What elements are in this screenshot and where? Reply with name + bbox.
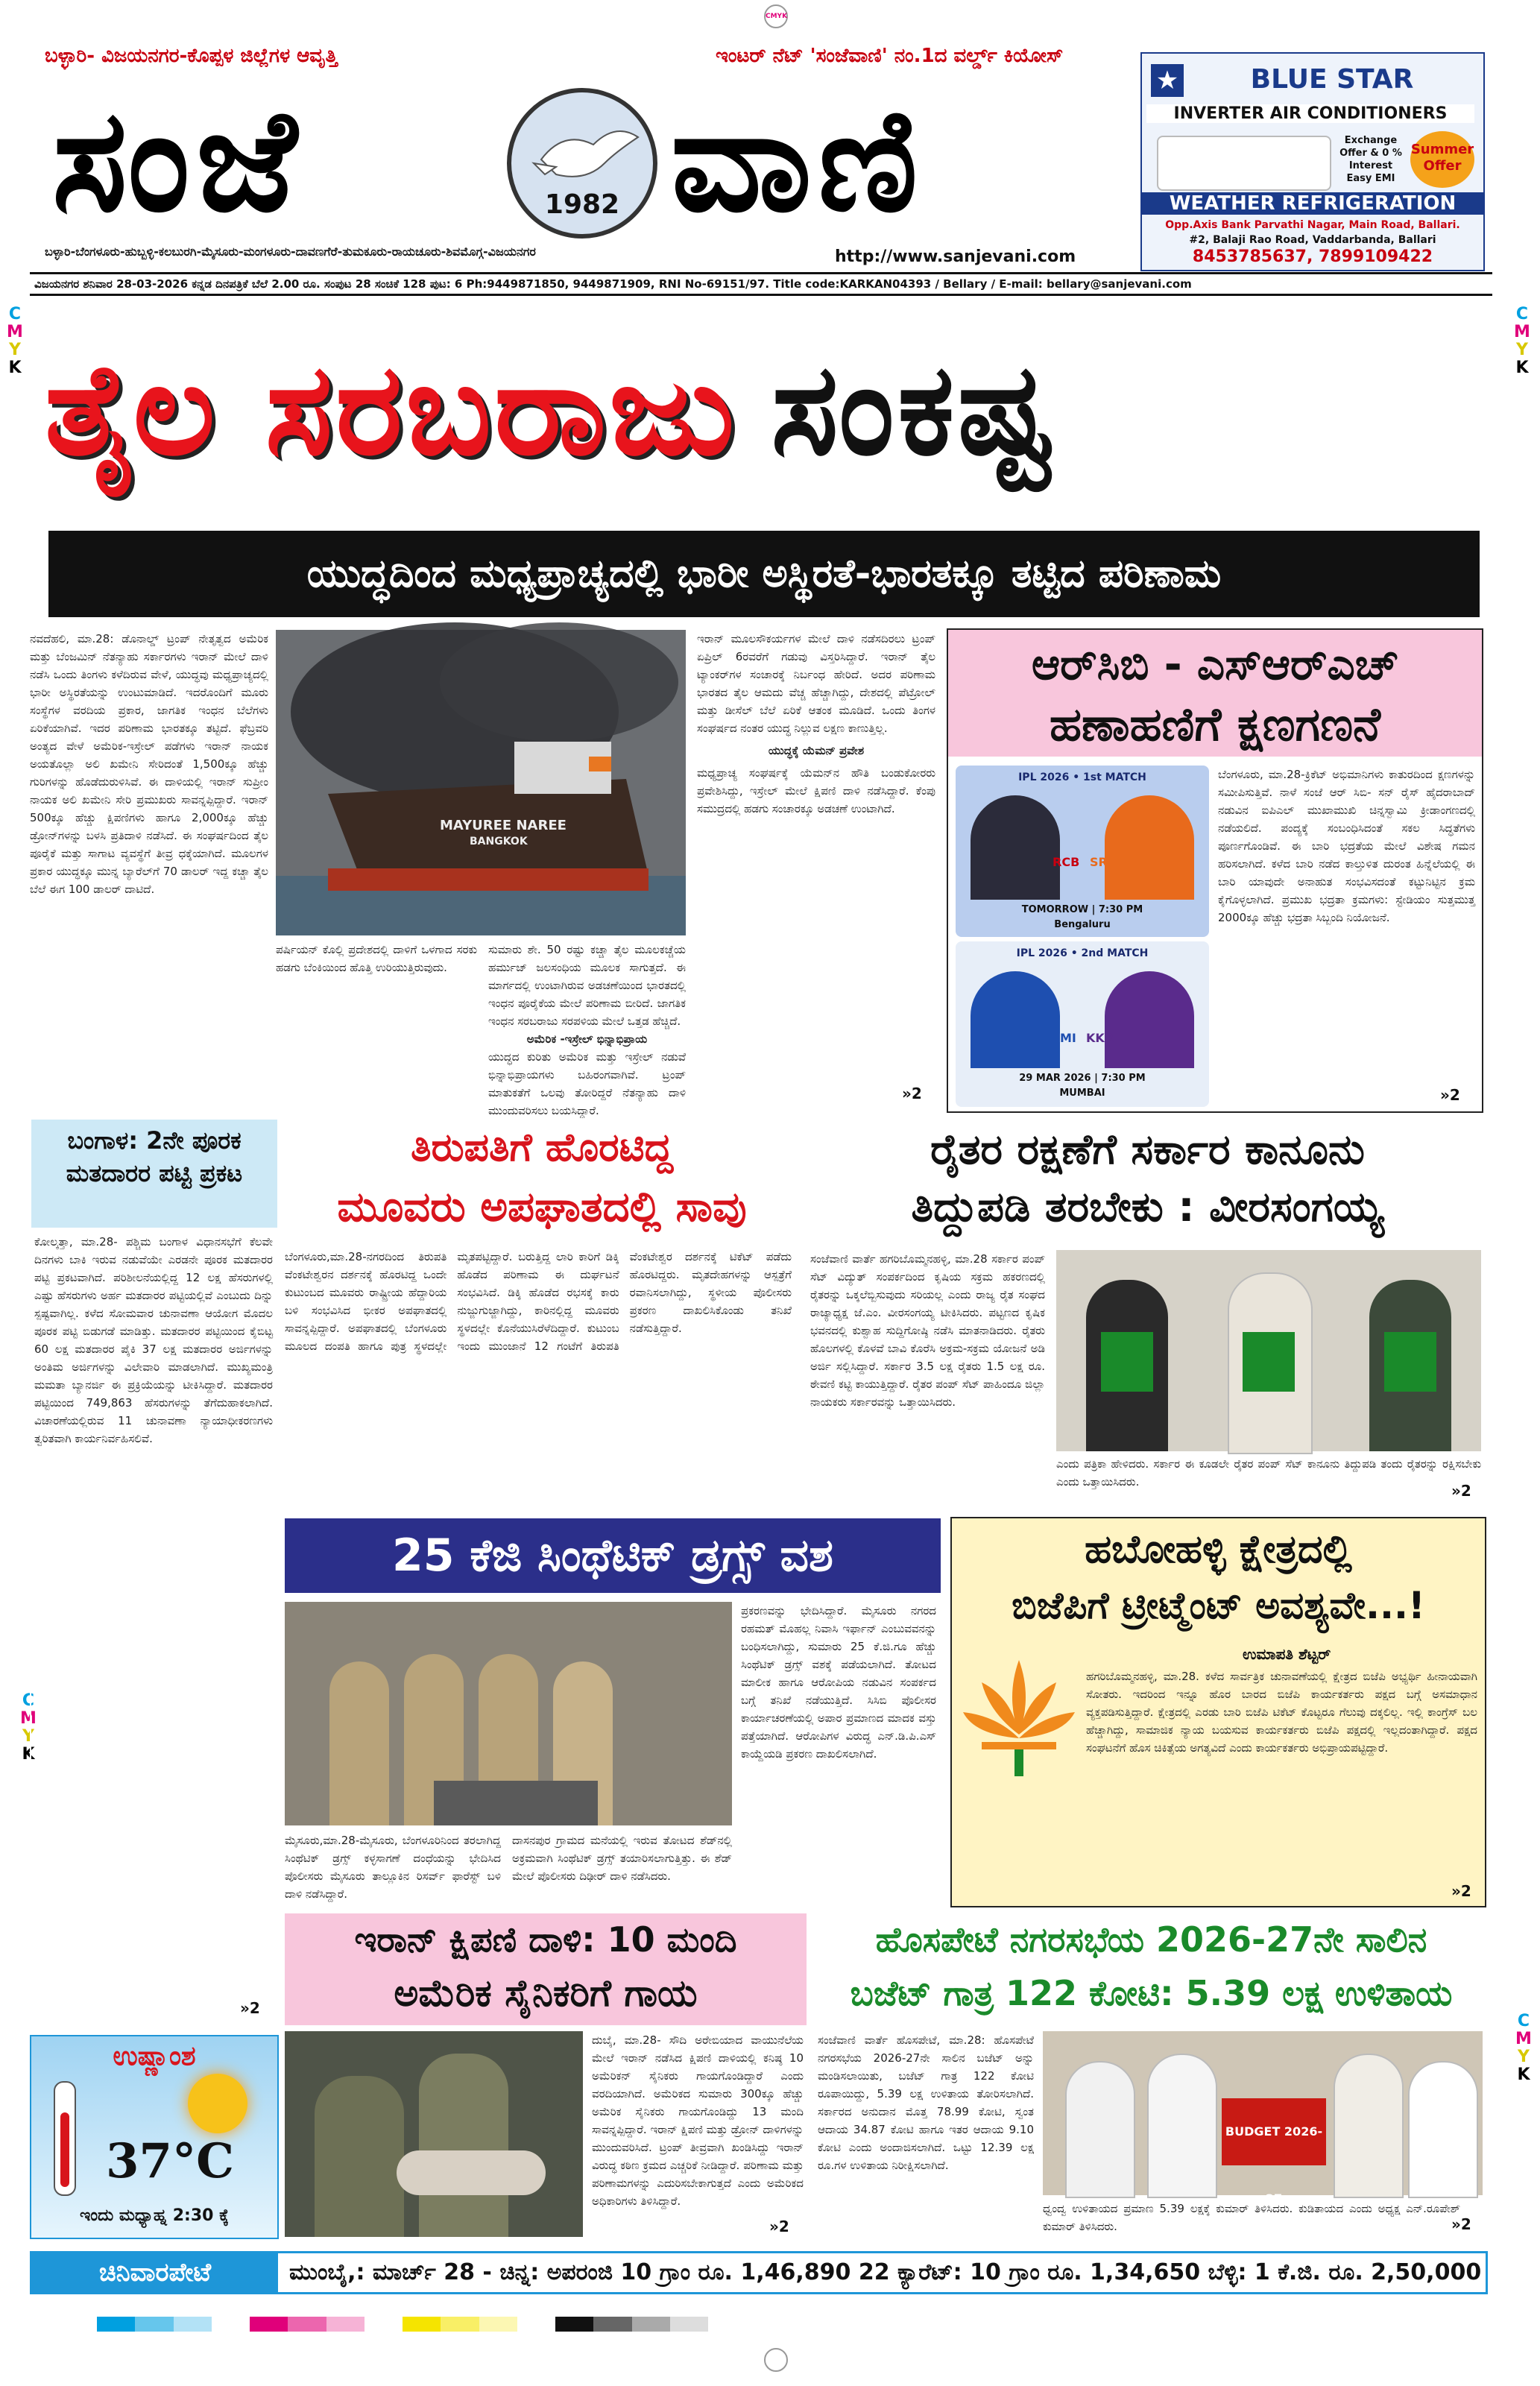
- internet-line: ಇಂಟರ್ ನೆಟ್ 'ಸಂಜೆವಾಣಿ' ನಂ.1ದ ವರ್ಲ್ಡ್ ಕಿಯೋಸ್: [716, 45, 1064, 67]
- player-1: [971, 795, 1060, 900]
- lead-headline: [45, 302, 1483, 529]
- bjp-text: ಹಗರಿಬೊಮ್ಮನಹಳ್ಳಿ, ಮಾ.28. ಕಳೆದ ಸಾರ್ವತ್ರಿಕ ಚುನಾವಣೆಯಲ್ಲಿ ಕ್ಷೇತ್ರದ ಬಿಜೆಪಿ ಅಭ್ಯರ್ಥಿ ಹೀನಾಯವಾಗಿ ಸೋತರು. ಇದರಿಂದ ಇನ್ನೂ ಹೊರ ಬಾರದ ಬಿಜೆಪಿ ಕಾರ್ಯಕರ್ತರು ಪಕ್ಷದ ಬಗ್ಗೆ ಅಸಮಾಧಾನ ವ್ಯಕ್ತಪಡಿಸುತ್ತಿದ್ದಾರೆ. ಕ್ಷೇತ್ರದಲ್ಲಿ ಎರಡು ಬಾರಿ ಬಿಜೆಪಿ ಟಿಕೆಟ್ ಕೊಟ್ಟರೂ ಗೆಲುವು ದಕ್ಕಲಿಲ್ಲ. ಇಲ್ಲಿ ಕಾಂಗ್ರೆಸ್ ಬಲ ಹೆಚ್ಚಾಗಿದ್ದು, ಸಾಮಾಜಿಕ ನ್ಯಾಯ ಬಯಸುವ ಕಾರ್ಯಕರ್ತರು ಬಿಜೆಪಿ ಪಕ್ಷದಲ್ಲಿ ಇಲ್ಲದಂತಾಗಿದ್ದಾರೆ. ಪಕ್ಷದ ಸಂಘಟನೆಗೆ ಹೊಸ ಚಿಕಿತ್ಸೆಯ ಅಗತ್ಯವಿದೆ ಎಂದು ಕಾರ್ಯಕರ್ತರು ಅಭಿಪ್ರಾಯಪಟ್ಟಿದ್ದಾರೆ.: [1086, 1670, 1477, 1755]
- bjp-story-box: [950, 1517, 1486, 1907]
- market-rates: ಮುಂಬೈ,: ಮಾರ್ಚ್ 28 - ಚಿನ್ನ: ಅಪರಂಜಿ 10 ಗ್ರಾಂ ರೂ. 1,46,890 22 ಕ್ಯಾರೆಟ್: 10 ಗ್ರಾಂ ರೂ. 1,34,650 ಬೆಳ್ಳಿ: 1 ಕೆ.ಜಿ. ರೂ. 2,50,000: [289, 2259, 1482, 2285]
- bengal-headline: ಬಂಗಾಳ: 2ನೇ ಪೂರಕ ಮತದಾರರ ಪಟ್ಟಿ ಪ್ರಕಟ: [66, 1126, 243, 1187]
- thermometer-icon: [54, 2081, 76, 2196]
- drugs-text-left: ಮೈಸೂರು,ಮಾ.28-ಮೈಸೂರು, ಬೆಂಗಳೂರಿನಿಂದ ತರಲಾಗಿದ್ದ ಸಿಂಥೆಟಿಕ್ ಡ್ರಗ್ಸ್ ಕಳ್ಳಸಾಗಣೆ ದಂಧೆಯನ್ನು ಭೇದಿಸಿದ ಪೊಲೀಸರು ಮೈಸೂರು ತಾಲ್ಲೂಕಿನ ರಿಸರ್ವ್ ಫಾರೆಸ್ಟ್ ಬಳಿ ದಾಳಿ ನಡೆಸಿದ್ದಾರೆ.: [285, 1834, 501, 1901]
- iran-headline-1: ಇರಾನ್ ಕ್ಷಿಪಣಿ ದಾಳಿ: 10 ಮಂದಿ: [354, 1919, 737, 1960]
- ipl-poster-2: IPL 2026 • 2nd MATCH MI KKR 29 MAR 2026 | 7:30 PM MUMBAI: [956, 941, 1209, 1107]
- ac-image: [1157, 136, 1331, 191]
- cmyk-right-top: C M Y K: [1514, 305, 1530, 377]
- weather-temp: 37°C: [106, 2133, 234, 2189]
- ipl-poster-1: IPL 2026 • 1st MATCH RCB SRH TOMORROW | 7:30 PM Bengaluru: [956, 766, 1209, 937]
- lead-continued[interactable]: »2: [902, 1085, 922, 1102]
- masthead-cities: ಬಳ್ಳಾರಿ-ಬೆಂಗಳೂರು-ಹುಬ್ಬಳ್ಳಿ-ಕಲಬುರಗಿ-ಮೈಸೂರು-ಮಂಗಳೂರು-ದಾವಣಗೆರೆ-ತುಮಕೂರು-ರಾಯಚೂರು-ಶಿವಮೊಗ್ಗ-ವಿಜಯನಗರ: [45, 244, 536, 259]
- website-link[interactable]: http://www.sanjevani.com: [835, 247, 1076, 266]
- player-2: [1105, 795, 1194, 900]
- masthead-title-right: ವಾಣಿ: [671, 77, 924, 243]
- ad-address1: Opp.Axis Bank Parvathi Nagar, Main Road, Ballari.: [1165, 219, 1460, 231]
- hospet-headline-1: ಹೊಸಪೇಟೆ ನಗರಸಭೆಯ 2026-27ನೇ ಸಾಲಿನ: [875, 1919, 1427, 1960]
- ad-product: INVERTER AIR CONDITIONERS: [1146, 104, 1474, 123]
- lead-photo-caption: ಪರ್ಷಿಯನ್ ಕೊಲ್ಲಿ ಪ್ರದೇಶದಲ್ಲಿ ದಾಳಿಗೆ ಒಳಗಾದ ಸರಕು ಹಡಗು ಬೆಂಕಿಯಿಂದ ಹೊತ್ತಿ ಉರಿಯುತ್ತಿರುವುದು.: [276, 943, 477, 974]
- rcb-story-box: [947, 628, 1483, 1113]
- farmers-headline-2: ತಿದ್ದುಪಡಿ ತರಬೇಕು : ವೀರಸಂಗಯ್ಯ: [911, 1183, 1384, 1231]
- bjp-lotus-logo: [959, 1645, 1079, 1779]
- lead-headline-red: ತೈಲ ಸರಬರಾಜು: [45, 336, 738, 484]
- farmers-continued[interactable]: »2: [1451, 1482, 1471, 1500]
- official-1: [1065, 2061, 1135, 2198]
- weather-title: ಉಷ್ಣಾಂಶ: [113, 2041, 196, 2071]
- bottom-registration-mark: [764, 2348, 788, 2372]
- masthead-year: 1982: [544, 189, 620, 220]
- player-4: [1105, 971, 1194, 1068]
- soldiers-photo: [285, 2031, 583, 2237]
- soldier-2: [419, 2054, 508, 2237]
- drugs-headline: 25 ಕೆಜಿ ಸಿಂಥೆಟಿಕ್ ಡ್ರಗ್ಸ್ ವಶ: [285, 1518, 941, 1593]
- date-info-line: ವಿಜಯನಗರ ಶನಿವಾರ 28-03-2026 ಕನ್ನಡ ದಿನಪತ್ರಿಕೆ ಬೆಲೆ 2.00 ರೂ. ಸಂಪುಟ 28 ಸಂಚಿಕೆ 128 ಪುಟ: 6 Ph:9449871850, 9449871909, RNI No-69151/97. Title code:KARKAN04393 / Bellary / E-mail: bellary@sanjevani.com: [30, 272, 1492, 296]
- injured-person: [397, 2150, 546, 2195]
- tirupati-text: ಬೆಂಗಳೂರು,ಮಾ.28-ನಗರದಿಂದ ತಿರುಪತಿ ವೆಂಕಟೇಶ್ವರನ ದರ್ಶನಕ್ಕೆ ಹೊರಟಿದ್ದ ಒಂದೇ ಕುಟುಂಬದ ಮೂವರು ರಾಷ್ಟ್ರೀಯ ಹೆದ್ದಾರಿಯ ಬಳಿ ಸಂಭವಿಸಿದ ಭೀಕರ ಅಪಘಾತದಲ್ಲಿ ಸಾವನ್ನಪ್ಪಿದ್ದಾರೆ. ಅಪಘಾತದಲ್ಲಿ ಬೆಂಗಳೂರು ಮೂಲದ ದಂಪತಿ ಹಾಗೂ ಪುತ್ರ ಸ್ಥಳದಲ್ಲೇ ಮೃತಪಟ್ಟಿದ್ದಾರೆ. ಬರುತ್ತಿದ್ದ ಲಾರಿ ಕಾರಿಗೆ ಡಿಕ್ಕಿ ಹೊಡೆದ ಪರಿಣಾಮ ಈ ದುರ್ಘಟನೆ ಸಂಭವಿಸಿದೆ. ಡಿಕ್ಕಿ ಹೊಡೆದ ರಭಸಕ್ಕೆ ಕಾರು ನುಜ್ಜುಗುಜ್ಜಾಗಿದ್ದು, ಕಾರಿನಲ್ಲಿದ್ದ ಮೂವರು ಸ್ಥಳದಲ್ಲೇ ಕೊನೆಯುಸಿರೆಳೆದಿದ್ದಾರೆ. ಕುಟುಂಬ ಇಂದು ಮುಂಜಾನೆ 12 ಗಂಟೆಗೆ ತಿರುಪತಿ ವೆಂಕಟೇಶ್ವರ ದರ್ಶನಕ್ಕೆ ಟಿಕೆಟ್ ಪಡೆದು ಹೊರಟಿದ್ದರು. ಮೃತದೇಹಗಳನ್ನು ಆಸ್ಪತ್ರೆಗೆ ರವಾನಿಸಲಾಗಿದ್ದು, ಸ್ಥಳೀಯ ಪೊಲೀಸರು ಪ್ರಕರಣ ದಾಖಲಿಸಿಕೊಂಡು ತನಿಖೆ ನಡೆಸುತ್ತಿದ್ದಾರೆ.: [285, 1250, 792, 1353]
- farmers-headline-1: ರೈತರ ರಕ್ಷಣೆಗೆ ಸರ್ಕಾರ ಕಾನೂನು: [930, 1126, 1365, 1174]
- ship-port: BANGKOK: [470, 836, 528, 848]
- farmers-story-box: [809, 1118, 1486, 1509]
- official-3: [1334, 2054, 1404, 2198]
- seized-items: [434, 1781, 598, 1825]
- iran-headline-2: ಅಮೆರಿಕ ಸೈನಿಕರಿಗೆ ಗಾಯ: [394, 1972, 698, 2015]
- bengal-continued[interactable]: »2: [240, 1999, 260, 2017]
- green-scarf-3: [1384, 1332, 1436, 1392]
- hospet-text: ಸಂಜೆವಾಣಿ ವಾರ್ತೆ ಹೊಸಪೇಟೆ, ಮಾ.28: ಹೊಸಪೇಟೆ ನಗರಸಭೆಯ 2026-27ನೇ ಸಾಲಿನ ಬಜೆಟ್ ಅನ್ನು ಮಂಡಿಸಲಾಯಿತು, ಬಜೆಟ್ ಗಾತ್ರ 122 ಕೋಟಿ ರೂಪಾಯಿದ್ದು, 5.39 ಲಕ್ಷ ಉಳಿತಾಯ ತೋರಿಸಲಾಗಿದೆ. ಸರ್ಕಾರದ ಅನುದಾನ ಮೊತ್ತ 78.99 ಕೋಟಿ, ಸ್ವಂತ ಆದಾಯ 34.87 ಕೋಟಿ ಹಾಗೂ ಇತರ ಆದಾಯ 9.10 ಕೋಟಿ ಎಂದು ಅಂದಾಜಿಸಲಾಗಿದೆ. ಒಟ್ಟು 12.39 ಲಕ್ಷ ರೂ.ಗಳ ಉಳಿತಾಯ ನಿರೀಕ್ಷಿಸಲಾಗಿದೆ.: [818, 2033, 1034, 2172]
- weather-time: ಇಂದು ಮಧ್ಯಾಹ್ನ 2:30 ಕ್ಕೆ: [80, 2206, 229, 2225]
- bjp-byline: ಉಮಾಪತಿ ಶೆಟ್ಟರ್: [1243, 1645, 1331, 1663]
- police-officer-1: [329, 1661, 389, 1825]
- green-scarf-2: [1243, 1332, 1295, 1392]
- lead-col2: ಸುಮಾರು ಶೇ. 50 ರಷ್ಟು ಕಚ್ಚಾ ತೈಲ ಮೂಲಕಚ್ಚೆಯ ಹರ್ಮುಜ್ ಜಲಸಂಧಿಯ ಮೂಲಕ ಸಾಗುತ್ತದೆ. ಈ ಮಾರ್ಗದಲ್ಲಿ ಉಂಟಾಗಿರುವ ಅಡಚಣೆಯಿಂದ ಭಾರತದಲ್ಲಿ ಇಂಧನ ಪೂರೈಕೆಯ ಮೇಲೆ ಪರಿಣಾಮ ಬೀರಿದೆ. ಜಾಗತಿಕ ಇಂಧನ ಸರಬರಾಜು ಸರಪಳಿಯ ಮೇಲೆ ಒತ್ತಡ ಹೆಚ್ಚಿದೆ. ಅಮೆರಿಕ -ಇಸ್ರೇಲ್ ಭಿನ್ನಾಭಿಪ್ರಾಯ ಯುದ್ಧದ ಕುರಿತು ಅಮೆರಿಕ ಮತ್ತು ಇಸ್ರೇಲ್ ನಡುವೆ ಭಿನ್ನಾಭಿಪ್ರಾಯಗಳು ಬಹಿರಂಗವಾಗಿವೆ. ಟ್ರಂಪ್ ಮಾತುಕತೆಗೆ ಒಲವು ತೋರಿದ್ದರೆ ನೆತನ್ಯಾಹು ದಾಳಿ ಮುಂದುವರಿಸಲು ಬಯಸಿದ್ದಾರೆ.: [488, 943, 686, 1117]
- color-calibration-bar: [97, 2317, 708, 2332]
- masthead-emblem: [507, 88, 657, 239]
- edition-line: ಬಳ್ಳಾರಿ- ವಿಜಯನಗರ-ಕೊಪ್ಪಳ ಜಿಲ್ಲೆಗಳ ಆವೃತ್ತಿ: [45, 45, 338, 67]
- bjp-headline-1: ಹಬೋಹಳ್ಳಿ ಕ್ಷೇತ್ರದಲ್ಲಿ: [1085, 1527, 1352, 1572]
- lead-subhead: ಯುದ್ಧದಿಂದ ಮಧ್ಯಪ್ರಾಚ್ಯದಲ್ಲಿ ಭಾರೀ ಅಸ್ಥಿರತೆ-ಭಾರತಕ್ಕೂ ತಟ್ಟಿದ ಪರಿಣಾಮ: [48, 531, 1480, 617]
- ad-brand: BLUE STAR: [1250, 64, 1414, 95]
- farmers-caption: ಎಂದು ಪತ್ರಿಕಾ ಹೇಳಿದರು. ಸರ್ಕಾರ ಈ ಕೂಡಲೇ ರೈತರ ಪಂಪ್ ಸೆಟ್ ಕಾನೂನು ತಿದ್ದುಪಡಿ ತಂದು ರೈತರನ್ನು ರಕ್ಷಿಸಬೇಕು ಎಂದು ಒತ್ತಾಯಿಸಿದರು.: [1056, 1457, 1481, 1489]
- hospet-photo: [1043, 2031, 1483, 2206]
- rcb-headline-2: ಹಣಾಹಣಿಗೆ ಕ್ಷಣಗಣನೆ: [1050, 697, 1380, 751]
- blue-star-ad[interactable]: [1140, 52, 1485, 271]
- ad-dealer: WEATHER REFRIGERATION: [1142, 192, 1483, 215]
- top-registration-mark: CMYK: [764, 4, 788, 28]
- rcb-text: ಬೆಂಗಳೂರು, ಮಾ.28-ಕ್ರಿಕೆಟ್ ಅಭಿಮಾನಿಗಳು ಕಾತುರದಿಂದ ಕ್ಷಣಗಳನ್ನು ಸಮೀಪಿಸುತ್ತಿವೆ. ನಾಳೆ ಸಂಜೆ ಆರ್ ಸಿಬಿ- ಸನ್ ರೈಸ್ ಹೈದರಾಬಾದ್ ನಡುವಿನ ಐಪಿಎಲ್ ಮುಖಾಮುಖಿ ಚಿನ್ನಸ್ವಾಮಿ ಕ್ರೀಡಾಂಗಣದಲ್ಲಿ ನಡೆಯಲಿದೆ. ಪಂದ್ಯಕ್ಕೆ ಸಂಬಂಧಿಸಿದಂತೆ ಸಕಲ ಸಿದ್ಧತೆಗಳು ಪೂರ್ಣಗೊಂಡಿವೆ. ಈ ಬಾರಿ ಭದ್ರತೆಯ ಮೇಲೆ ವಿಶೇಷ ಗಮನ ಹರಿಸಲಾಗಿದೆ. ಕಳೆದ ಬಾರಿ ನಡೆದ ಕಾಲ್ತುಳಿತ ದುರಂತ ಹಿನ್ನೆಲೆಯಲ್ಲಿ ಈ ಬಾರಿ ಯಾವುದೇ ಅನಾಹುತ ಸಂಭವಿಸದಂತೆ ಕಟ್ಟುನಿಟ್ಟಿನ ಕ್ರಮ ಕೈಗೊಳ್ಳಲಾಗಿದೆ. ಪ್ರಮುಖ ಭದ್ರತಾ ಕ್ರಮಗಳು: ಸ್ಟೇಡಿಯಂ ಸುತ್ತಮುತ್ತ 2000ಕ್ಕೂ ಹೆಚ್ಚು ಭದ್ರತಾ ಸಿಬ್ಬಂದಿ ನಿಯೋಜನೆ.: [1218, 768, 1475, 924]
- blue-star-logo-icon: ★: [1151, 64, 1184, 97]
- hospet-story-box: [816, 1912, 1486, 2243]
- budget-banner: BUDGET 2026-27: [1222, 2098, 1326, 2165]
- sun-icon: [188, 2074, 247, 2133]
- bengal-story-box: [30, 1118, 279, 2027]
- official-4: [1408, 2061, 1478, 2198]
- drugs-story-box: [283, 1517, 942, 1907]
- ship-fire-photo: [276, 630, 686, 935]
- player-3: [971, 971, 1060, 1068]
- farmers-photo: [1056, 1250, 1481, 1451]
- drugs-text-mid: ದಾಸನಪುರ ಗ್ರಾಮದ ಮನೆಯಲ್ಲಿ ಇರುವ ತೋಟದ ಶೆಡ್‌ನಲ್ಲಿ ಅಕ್ರಮವಾಗಿ ಸಿಂಥೆಟಿಕ್ ಡ್ರಗ್ಸ್ ತಯಾರಿಸಲಾಗುತ್ತಿತ್ತು. ಈ ಶೆಡ್ ಮೇಲೆ ಪೊಲೀಸರು ದಿಢೀರ್ ದಾಳಿ ನಡೆಸಿದರು.: [512, 1834, 732, 1883]
- ad-phones: 8453785637, 7899109422: [1192, 247, 1433, 266]
- market-label: ಚಿನಿವಾರಪೇಟೆ: [32, 2253, 278, 2292]
- ship-name: MAYUREE NAREE: [440, 818, 567, 833]
- tirupati-headline-1: ತಿರುಪತಿಗೆ ಹೊರಟಿದ್ದ: [411, 1126, 673, 1170]
- tirupati-headline-2: ಮೂವರು ಅಪಘಾತದಲ್ಲಿ ಸಾವು: [337, 1183, 747, 1231]
- cmyk-left-top: C M Y K: [7, 305, 23, 377]
- bengal-text: ಕೋಲ್ಕತ್ತಾ, ಮಾ.28- ಪಶ್ಚಿಮ ಬಂಗಾಳ ವಿಧಾನಸಭೆಗೆ ಕೆಲವೇ ದಿನಗಳು ಬಾಕಿ ಇರುವ ನಡುವೆಯೇ ಎರಡನೇ ಪೂರಕ ಮತದಾರರ ಪಟ್ಟಿ ಪ್ರಕಟವಾಗಿದೆ. ಪರಿಶೀಲನೆಯಲ್ಲಿದ್ದ 12 ಲಕ್ಷ ಹೆಸರುಗಳಲ್ಲಿ ಎಷ್ಟು ಹೆಸರುಗಳು ಅರ್ಹ ಮತದಾರರ ಪಟ್ಟಿಯಲ್ಲಿವೆ ಎಂಬುದು ದಿನ್ನು ಸ್ಪಷ್ಟವಾಗಿಲ್ಲ. ಕಳೆದ ಸೋಮವಾರ ಚುನಾವಣಾ ಆಯೋಗ ಮೊದಲ ಪೂರಕ ಪಟ್ಟಿ ಬಿಡುಗಡೆ ಮಾಡಿತ್ತು. ಮತದಾರರ ಪಟ್ಟಿಯಿಂದ ಕೈಬಿಟ್ಟ 60 ಲಕ್ಷ ಮತದಾರರ ಪೈಕಿ 37 ಲಕ್ಷ ಮತದಾರರ ಅರ್ಜಿಗಳನ್ನು ಅಂತಿಮ ಅರ್ಜಿಗಳನ್ನು ವಿಲೇವಾರಿ ಮಾಡಲಾಗಿದೆ. ಮುಖ್ಯಮಂತ್ರಿ ಮಮತಾ ಬ್ಯಾನರ್ಜಿ ಈ ಪ್ರಕ್ರಿಯೆಯನ್ನು ಟೀಕಿಸಿದ್ದಾರೆ. ಮತದಾರರ ಪಟ್ಟಿಯಿಂದ 749,863 ಹೆಸರುಗಳನ್ನು ತೆಗೆದುಹಾಕಲಾಗಿದೆ. ವಿಚಾರಣೆಯಲ್ಲಿರುವ 11 ಚುನಾವಣಾ ನ್ಯಾಯಾಧೀಕರಣಗಳು ತ್ವರಿತವಾಗಿ ಕಾರ್ಯನಿರ್ವಹಿಸಲಿವೆ.: [34, 1235, 273, 1445]
- weather-box: [30, 2035, 279, 2239]
- hospet-continued[interactable]: »2: [1451, 2215, 1471, 2233]
- cmyk-left-mid: C M Y K: [20, 1691, 37, 1764]
- hospet-headline-2: ಬಜೆಟ್ ಗಾತ್ರ 122 ಕೋಟಿ: 5.39 ಲಕ್ಷ ಉಳಿತಾಯ: [850, 1973, 1453, 2013]
- summer-offer-badge: Summer Offer: [1410, 131, 1474, 188]
- iran-story-box: [283, 1912, 808, 2243]
- rcb-headline-1: ಆರ್‌ಸಿಬಿ - ಎಸ್‌ಆರ್‌ಎಚ್: [1031, 639, 1399, 689]
- bjp-continued[interactable]: »2: [1451, 1882, 1471, 1900]
- bjp-headline-2: ಬಿಜೆಪಿಗೆ ಟ್ರೀಟ್ಮೆಂಟ್ ಅವಶ್ಯವೇ...!: [1012, 1584, 1425, 1627]
- green-scarf-1: [1101, 1332, 1153, 1392]
- drugs-text-right: ಪ್ರಕರಣವನ್ನು ಭೇದಿಸಿದ್ದಾರೆ. ಮೈಸೂರು ನಗರದ ರಹಮತ್ ಮೊಹಲ್ಲ ನಿವಾಸಿ ಇರ್ಫಾನ್ ಎಂಬುವವನನ್ನು ಬಂಧಿಸಲಾಗಿದ್ದು, ಸುಮಾರು 25 ಕೆ.ಜಿ.ಗೂ ಹೆಚ್ಚು ಸಿಂಥೆಟಿಕ್ ಡ್ರಗ್ಸ್ ವಶಕ್ಕೆ ಪಡೆಯಲಾಗಿದೆ. ತೋಟದ ಮಾಲೀಕ ಹಾಗೂ ಆರೋಪಿಯ ನಡುವಿನ ಸಂಪರ್ಕದ ಬಗ್ಗೆ ತನಿಖೆ ನಡೆಯುತ್ತಿದೆ. ಸಿಸಿಬಿ ಪೊಲೀಸರ ಕಾರ್ಯಾಚರಣೆಯಲ್ಲಿ ಅಪಾರ ಪ್ರಮಾಣದ ಮಾದಕ ವಸ್ತು ಪತ್ತೆಯಾಗಿದೆ. ಆರೋಪಿಗಳ ವಿರುದ್ಧ ಎನ್.ಡಿ.ಪಿ.ಎಸ್ ಕಾಯ್ದೆಯಡಿ ಪ್ರಕರಣ ದಾಖಲಿಸಲಾಗಿದೆ.: [741, 1604, 936, 1761]
- iran-continued[interactable]: »2: [769, 2218, 789, 2235]
- tirupati-story-box: [283, 1118, 801, 1509]
- iran-text: ದುಬೈ, ಮಾ.28- ಸೌದಿ ಅರೇಬಿಯಾದ ವಾಯುನೆಲೆಯ ಮೇಲೆ ಇರಾನ್ ನಡೆಸಿದ ಕ್ಷಿಪಣಿ ದಾಳಿಯಲ್ಲಿ ಕನಿಷ್ಠ 10 ಅಮೆರಿಕನ್ ಸೈನಿಕರು ಗಾಯಗೊಂಡಿದ್ದಾರೆ ಎಂದು ವರದಿಯಾಗಿದೆ. ಅಮೆರಿಕದ ಸುಮಾರು 300ಕ್ಕೂ ಹೆಚ್ಚು ಅಮೆರಿಕ ಸೈನಿಕರು ಗಾಯಗೊಂಡಿದ್ದು 13 ಮಂದಿ ಸಾವನ್ನಪ್ಪಿದ್ದಾರೆ. ಇರಾನ್ ಕ್ಷಿಪಣಿ ಮತ್ತು ಡ್ರೋನ್ ದಾಳಿಗಳನ್ನು ಮುಂದುವರಿಸಿದೆ. ಟ್ರಂಪ್ ತೀವ್ರವಾಗಿ ಖಂಡಿಸಿದ್ದು ಇರಾನ್ ವಿರುದ್ಧ ಕಠಿಣ ಕ್ರಮದ ಎಚ್ಚರಿಕೆ ನೀಡಿದ್ದಾರೆ. ಪರಿಣಾಮ ಮತ್ತು ಪರಿಣಾಮಗಳನ್ನು ಎದುರಿಸಬೇಕಾಗುತ್ತದೆ ಎಂದು ಅಮೆರಿಕದ ಅಧಿಕಾರಿಗಳು ತಿಳಿಸಿದ್ದಾರೆ.: [592, 2033, 804, 2208]
- market-bar: [30, 2251, 1488, 2294]
- farmers-text: ಸಂಜೆವಾಣಿ ವಾರ್ತೆ ಹಗರಿಬೊಮ್ಮನಹಳ್ಳಿ, ಮಾ.28 ಸರ್ಕಾರ ಪಂಪ್ ಸೆಟ್ ವಿದ್ಯುತ್ ಸಂಪರ್ಕದಿಂದ ಕೃಷಿಯ ಸಕ್ರಮ ಹಕರಣದಲ್ಲಿ ರೈತರನ್ನು ಒಕ್ಕಲೆಬ್ಬಿಸುವುದು ಸರಿಯಲ್ಲ ಎಂದು ರಾಜ್ಯ ರೈತ ಸಂಘದ ರಾಜ್ಯಾಧ್ಯಕ್ಷ ಜೆ.ಎಂ. ವೀರಸಂಗಯ್ಯ ಟೀಕಿಸಿದರು. ಪಟ್ಟಣದ ಕೃಷಿಕ ಭವನದಲ್ಲಿ ಕುಶ್ವಾಹ ಸುದ್ದಿಗೋಷ್ಠಿ ನಡೆಸಿ ಮಾತನಾಡಿದರು. ರೈತರು ಹೊಲಗಳಲ್ಲಿ ಕೊಳವೆ ಬಾವಿ ಕೊರೆಸಿ ಅಕ್ರಮ-ಸಕ್ರಮ ಯೋಜನೆ ಅಡಿ ಅರ್ಜಿ ಸಲ್ಲಿಸಿದ್ದಾರೆ. ಸರ್ಕಾರ 3.5 ಲಕ್ಷ ರೈತರು 1.5 ಲಕ್ಷ ರೂ. ಠೇವಣಿ ಕಟ್ಟಿ ಕಾಯುತ್ತಿದ್ದಾರೆ. ರೈತರ ಪಂಪ್ ಸೆಟ್ ಪಾಹಿಂದೂ ಜಿಲ್ಲಾ ನಾಯಕರು ಸರ್ಕಾರವನ್ನು ಒತ್ತಾಯಿಸಿದರು.: [810, 1252, 1045, 1409]
- lead-col3-subhead: ಯುದ್ಧಕ್ಕೆ ಯೆಮನ್ ಪ್ರವೇಶ: [768, 744, 865, 757]
- soldier-1: [315, 2076, 404, 2237]
- lead-col1: ನವದೆಹಲಿ, ಮಾ.28: ಡೊನಾಲ್ಡ್ ಟ್ರಂಪ್ ನೇತೃತ್ವದ ಅಮೆರಿಕ ಮತ್ತು ಬೆಂಜಮಿನ್ ನೆತನ್ಯಾಹು ಸರ್ಕಾರಗಳು ಇರಾನ್ ಮೇಲೆ ದಾಳಿ ನಡೆಸಿ ಒಂದು ತಿಂಗಳು ಕಳೆದಿರುವ ವೇಳೆ, ಯುದ್ಧವು ಮಧ್ಯಪ್ರಾಚ್ಯದಲ್ಲಿ ಭಾರೀ ಅಸ್ಥಿರತೆಯನ್ನು ಉಂಟುಮಾಡಿದೆ. ಇದರೊಂದಿಗೆ ಮೂರು ಸಂಸ್ಥೆಗಳ ವರದಿಯ ಪ್ರಕಾರ, ಜಾಗತಿಕ ಇಂಧನ ಬೆಲೆಗಳು ಏರಿಕೆಯಾಗಿವೆ. ಇದರ ಪರಿಣಾಮ ಭಾರತಕ್ಕೂ ತಟ್ಟಿದೆ. ಫೆಬ್ರವರಿ ಅಂತ್ಯದ ವೇಳೆ ಅಮೆರಿಕ-ಇಸ್ರೇಲ್ ಪಡೆಗಳು ಇರಾನ್ ನಾಯಕ ಅಯತೊಲ್ಲಾ ಅಲಿ ಖಮೇನಿ ಸೇರಿದಂತೆ 1,500ಕ್ಕೂ ಹೆಚ್ಚು ಗುರಿಗಳನ್ನು ಹೊಡೆದುರುಳಿಸಿವೆ. ಈ ದಾಳಿಯಲ್ಲಿ ಇರಾನ್ ಸುಪ್ರೀಂ ನಾಯಕ ಅಲಿ ಖಮೇನಿ ಸೇರಿ ಪ್ರಮುಖರು ಸಾವನ್ನಪ್ಪಿದ್ದಾರೆ. ಇರಾನ್ 500ಕ್ಕೂ ಹೆಚ್ಚು ಕ್ಷಿಪಣಿಗಳು ಹಾಗೂ 2,000ಕ್ಕೂ ಹೆಚ್ಚು ಡ್ರೋನ್‌ಗಳನ್ನು ಬಳಸಿ ಪ್ರತಿದಾಳಿ ನಡೆಸಿದೆ. ಈ ಸಂಘರ್ಷದಿಂದ ತೈಲ ಪೂರೈಕೆ ಮತ್ತು ಸಾಗಾಟ ವ್ಯವಸ್ಥೆಗೆ ತೀವ್ರ ಧಕ್ಕೆಯಾಗಿದೆ. ಮೂಲಗಳ ಪ್ರಕಾರ ಯುದ್ಧಕ್ಕೂ ಮುನ್ನ ಬ್ಯಾರೆಲ್‌ಗೆ 70 ಡಾಲರ್ ಇದ್ದ ಕಚ್ಚಾ ತೈಲ ಬೆಲೆ ಈಗ 100 ಡಾಲರ್ ದಾಟಿದೆ.: [30, 632, 268, 896]
- drugs-photo: [285, 1602, 732, 1825]
- lotus-icon: [959, 1645, 1079, 1779]
- lead-col2-subhead: ಅಮೆರಿಕ -ಇಸ್ರೇಲ್ ಭಿನ್ನಾಭಿಪ್ರಾಯ: [526, 1032, 648, 1046]
- rcb-continued[interactable]: »2: [1440, 1086, 1460, 1104]
- masthead-title-left: ಸಂಜೆ: [52, 77, 303, 243]
- hospet-caption: ಧ್ವಂದ್ವ ಉಳಿತಾಯದ ಪ್ರಮಾಣ 5.39 ಲಕ್ಷಕ್ಕೆ ಕುಮಾರ್ ತಿಳಿಸಿದರು. ಕುಡಿತಾಯದ ಎಂದು ಅಧ್ಯಕ್ಷ ಎನ್.ರೂಪೇಶ್ ಕುಮಾರ್ ತಿಳಿಸಿದರು.: [1043, 2202, 1460, 2233]
- official-2: [1147, 2054, 1217, 2198]
- lead-headline-black: ಸಂಕಷ್ಟ: [771, 336, 1056, 484]
- lead-col3: ಇರಾನ್ ಮೂಲಸೌಕರ್ಯಗಳ ಮೇಲೆ ದಾಳಿ ನಡೆಸದಿರಲು ಟ್ರಂಪ್ ಏಪ್ರಿಲ್ 6ರವರೆಗೆ ಗಡುವು ವಿಸ್ತರಿಸಿದ್ದಾರೆ. ಇರಾನ್ ತೈಲ ಟ್ಯಾಂಕರ್‌ಗಳ ಸಂಚಾರಕ್ಕೆ ನಿರ್ಬಂಧ ಹೇರಿದೆ. ಅದರ ಪರಿಣಾಮ ಭಾರತದ ತೈಲ ಆಮದು ವೆಚ್ಚ ಹೆಚ್ಚಾಗಿದ್ದು, ದೇಶದಲ್ಲಿ ಪೆಟ್ರೋಲ್ ಮತ್ತು ಡೀಸೆಲ್ ಬೆಲೆ ಏರಿಕೆ ಆತಂಕ ಮೂಡಿದೆ. ಒಂದು ತಿಂಗಳ ಸಂಘರ್ಷದ ನಂತರ ಯುದ್ಧ ನಿಲ್ಲುವ ಲಕ್ಷಣ ಕಾಣುತ್ತಿಲ್ಲ. ಯುದ್ಧಕ್ಕೆ ಯೆಮನ್ ಪ್ರವೇಶ ಮಧ್ಯಪ್ರಾಚ್ಯ ಸಂಘರ್ಷಕ್ಕೆ ಯೆಮನ್‌ನ ಹೌತಿ ಬಂಡುಕೋರರು ಪ್ರವೇಶಿಸಿದ್ದು, ಇಸ್ರೇಲ್ ಮೇಲೆ ಕ್ಷಿಪಣಿ ದಾಳಿ ನಡೆಸಿದ್ದಾರೆ. ಕೆಂಪು ಸಮುದ್ರದಲ್ಲಿ ಹಡಗು ಸಂಚಾರಕ್ಕೂ ಅಡಚಣೆ ಉಂಟಾಗಿದೆ.: [697, 632, 935, 815]
- cmyk-right-mid: C M Y K: [1515, 2012, 1532, 2084]
- ad-address2: #2, Balaji Rao Road, Vaddarbanda, Ballari: [1189, 234, 1436, 246]
- ad-exchange: Exchange Offer & 0 % Interest Easy EMI: [1339, 135, 1402, 184]
